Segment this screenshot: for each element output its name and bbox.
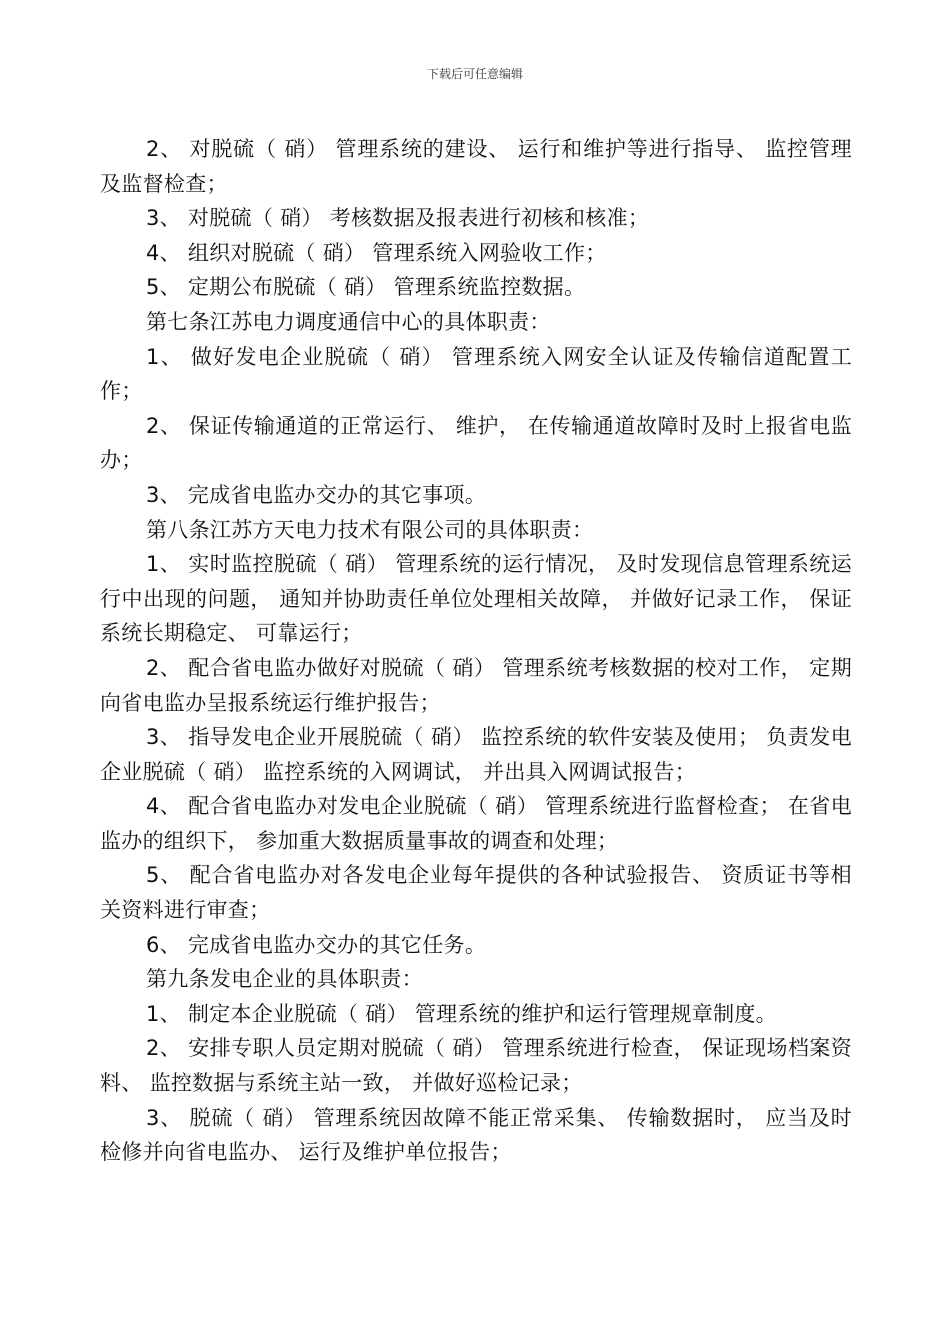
paragraph: 1、 实时监控脱硫（ 硝） 管理系统的运行情况， 及时发现信息管理系统运行中出现的问题， 通知并协助责任单位处理相关故障， 并做好记录工作， 保证系统长期稳定、 可靠运行；: [100, 552, 852, 646]
section-heading: 第七条江苏电力调度通信中心的具体职责：: [146, 309, 551, 334]
paragraph: 6、 完成省电监办交办的其它任务。: [146, 932, 487, 957]
section-heading: 第八条江苏方天电力技术有限公司的具体职责：: [146, 517, 594, 542]
paragraph: 3、 指导发电企业开展脱硫（ 硝） 监控系统的软件安装及使用； 负责发电企业脱硫（ 硝） 监控系统的入网调试， 并出具入网调试报告；: [100, 725, 852, 784]
paragraph: 1、 做好发电企业脱硫（ 硝） 管理系统入网安全认证及传输信道配置工作；: [100, 344, 852, 404]
page-header: 下载后可任意编辑: [426, 67, 523, 81]
paragraph: 2、 保证传输通道的正常运行、 维护， 在传输通道故障时及时上报省电监办；: [100, 413, 852, 473]
paragraph: 3、 对脱硫（ 硝） 考核数据及报表进行初核和核准；: [146, 206, 650, 231]
document-body: [100, 132, 852, 1170]
section-heading: 第九条发电企业的具体职责：: [146, 967, 423, 992]
paragraph: 1、 制定本企业脱硫（ 硝） 管理系统的维护和运行管理规章制度。: [146, 1001, 777, 1026]
paragraph: 4、 配合省电监办对发电企业脱硫（ 硝） 管理系统进行监督检查； 在省电监办的组织下， 参加重大数据质量事故的调查和处理；: [100, 794, 852, 853]
paragraph: 5、 定期公布脱硫（ 硝） 管理系统监控数据。: [146, 275, 586, 300]
paragraph: 2、 对脱硫（ 硝） 管理系统的建设、 运行和维护等进行指导、 监控管理及监督检查；: [100, 137, 852, 196]
paragraph: 2、 配合省电监办做好对脱硫（ 硝） 管理系统考核数据的校对工作， 定期向省电监办呈报系统运行维护报告；: [100, 655, 852, 715]
paragraph: 5、 配合省电监办对各发电企业每年提供的各种试验报告、 资质证书等相关资料进行审查；: [100, 863, 852, 923]
paragraph: 3、 完成省电监办交办的其它事项。: [146, 482, 487, 507]
paragraph: 2、 安排专职人员定期对脱硫（ 硝） 管理系统进行检查， 保证现场档案资料、 监控数据与系统主站一致， 并做好巡检记录；: [100, 1036, 852, 1096]
paragraph: 3、 脱硫（ 硝） 管理系统因故障不能正常采集、 传输数据时， 应当及时检修并向省电监办、 运行及维护单位报告；: [100, 1105, 852, 1165]
paragraph: 4、 组织对脱硫（ 硝） 管理系统入网验收工作；: [146, 240, 607, 265]
